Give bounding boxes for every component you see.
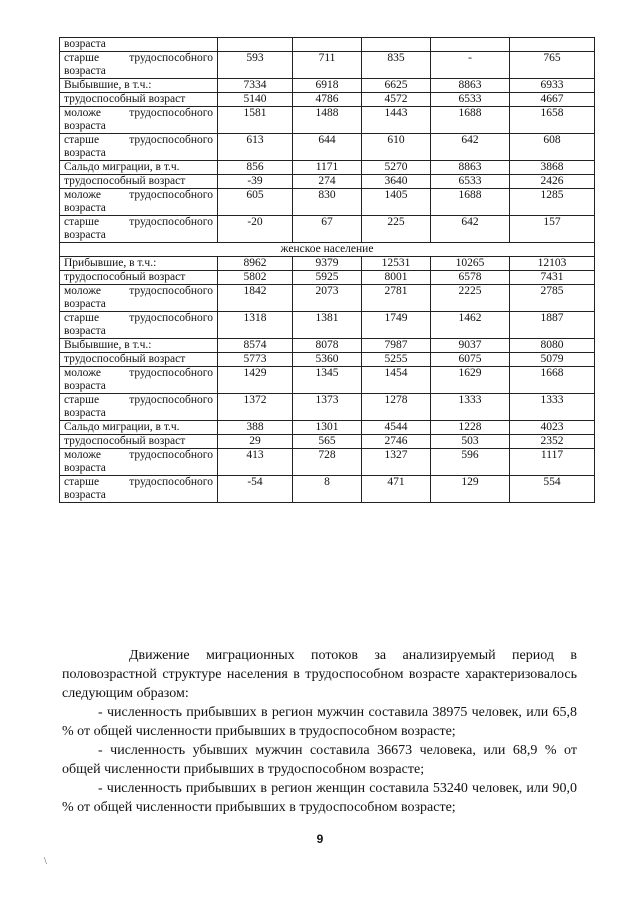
table-row	[60, 421, 595, 435]
table-cell: 1171	[293, 161, 362, 175]
table-row	[60, 79, 595, 93]
table-cell: 856	[218, 161, 293, 175]
table-cell: 605	[218, 189, 293, 216]
table-row	[60, 189, 595, 216]
table-cell: 3640	[362, 175, 431, 189]
row-label: Сальдо миграции, в т.ч.	[60, 421, 218, 435]
table-row	[60, 339, 595, 353]
row-label: моложе трудоспособного возраста	[60, 107, 218, 134]
table-cell: 6533	[431, 93, 510, 107]
table-cell: 1688	[431, 189, 510, 216]
table-cell: 8863	[431, 161, 510, 175]
table-cell: 596	[431, 449, 510, 476]
table-cell: 503	[431, 435, 510, 449]
table-cell: 1443	[362, 107, 431, 134]
table-cell: 1429	[218, 367, 293, 394]
table-cell: 6533	[431, 175, 510, 189]
table-cell: 642	[431, 134, 510, 161]
table-cell: 5802	[218, 271, 293, 285]
table-cell: -39	[218, 175, 293, 189]
table-cell: 1373	[293, 394, 362, 421]
table-cell: 8001	[362, 271, 431, 285]
table-cell: 728	[293, 449, 362, 476]
table-row	[60, 476, 595, 503]
table-cell: 1887	[510, 312, 595, 339]
table-cell: 1285	[510, 189, 595, 216]
table-cell: 8078	[293, 339, 362, 353]
table-cell: 765	[510, 52, 595, 79]
table-cell: 1301	[293, 421, 362, 435]
table-cell: 8	[293, 476, 362, 503]
table-cell: 830	[293, 189, 362, 216]
row-label: Выбывшие, в т.ч.:	[60, 339, 218, 353]
table-cell: 9037	[431, 339, 510, 353]
row-label: старше трудоспособного возраста	[60, 312, 218, 339]
table-row	[60, 285, 595, 312]
table-cell: 1228	[431, 421, 510, 435]
table-cell: 5360	[293, 353, 362, 367]
table-cell: -20	[218, 216, 293, 243]
table-cell: 12103	[510, 257, 595, 271]
table-cell: 2746	[362, 435, 431, 449]
table-cell: 7334	[218, 79, 293, 93]
table-cell: 6625	[362, 79, 431, 93]
table-cell: 7431	[510, 271, 595, 285]
row-label: моложе трудоспособного возраста	[60, 189, 218, 216]
table-cell: 5925	[293, 271, 362, 285]
table-cell: 8962	[218, 257, 293, 271]
row-label: Прибывшие, в т.ч.:	[60, 257, 218, 271]
table-cell: 613	[218, 134, 293, 161]
table-cell: 6578	[431, 271, 510, 285]
table-row	[60, 38, 595, 52]
table-cell: 1327	[362, 449, 431, 476]
row-label: старше трудоспособного возраста	[60, 134, 218, 161]
bullet-men-departed: - численность убывших мужчин составила 36673 человека, или 68,9 % от общей численности прибывших в трудоспособном возрасте;	[62, 743, 577, 777]
row-label: старше трудоспособного возраста	[60, 394, 218, 421]
table-cell: 1278	[362, 394, 431, 421]
row-label: старше трудоспособного возраста	[60, 476, 218, 503]
table-cell: 644	[293, 134, 362, 161]
table-cell: 67	[293, 216, 362, 243]
table-cell: 157	[510, 216, 595, 243]
table-row	[60, 52, 595, 79]
table-cell: 5140	[218, 93, 293, 107]
table-cell: 2073	[293, 285, 362, 312]
table-cell: 2225	[431, 285, 510, 312]
table-cell: 1345	[293, 367, 362, 394]
table-cell: 608	[510, 134, 595, 161]
table-cell: 2352	[510, 435, 595, 449]
table-cell: 4023	[510, 421, 595, 435]
table-cell: 388	[218, 421, 293, 435]
row-label: старше трудоспособного возраста	[60, 216, 218, 243]
section-row	[60, 243, 595, 257]
table-cell: 4572	[362, 93, 431, 107]
table-row	[60, 312, 595, 339]
table-cell: 1842	[218, 285, 293, 312]
table-row	[60, 175, 595, 189]
table-row	[60, 353, 595, 367]
table-cell: 413	[218, 449, 293, 476]
table-cell: 5255	[362, 353, 431, 367]
row-label: моложе трудоспособного возраста	[60, 285, 218, 312]
table-cell: 1333	[510, 394, 595, 421]
table-cell: 1381	[293, 312, 362, 339]
table-cell: 8863	[431, 79, 510, 93]
table-cell: 1372	[218, 394, 293, 421]
table-row	[60, 394, 595, 421]
table-cell: 8574	[218, 339, 293, 353]
table-cell: 593	[218, 52, 293, 79]
table-cell: 6918	[293, 79, 362, 93]
table-cell: 4667	[510, 93, 595, 107]
table-cell: 8080	[510, 339, 595, 353]
table-cell: 4544	[362, 421, 431, 435]
row-label: Выбывшие, в т.ч.:	[60, 79, 218, 93]
table-row	[60, 93, 595, 107]
table-cell: 12531	[362, 257, 431, 271]
row-label: старше трудоспособного возраста	[60, 52, 218, 79]
row-label: трудоспособный возраст	[60, 93, 218, 107]
table-cell: 10265	[431, 257, 510, 271]
table-cell: 1688	[431, 107, 510, 134]
table-cell: 3868	[510, 161, 595, 175]
table-cell: 471	[362, 476, 431, 503]
scan-mark: \	[44, 856, 47, 867]
bullet-men-arrived: - численность прибывших в регион мужчин составила 38975 человек, или 65,8 % от общей численности прибывших в трудоспособном возрасте;	[62, 705, 577, 739]
row-label: возраста	[60, 38, 218, 52]
table-cell: 711	[293, 52, 362, 79]
table-cell	[431, 38, 510, 52]
table-cell: 554	[510, 476, 595, 503]
row-label: трудоспособный возраст	[60, 353, 218, 367]
section-label: женское население	[60, 243, 595, 257]
table-cell: 6075	[431, 353, 510, 367]
body-text	[62, 646, 577, 817]
table-row	[60, 435, 595, 449]
table-cell: 1117	[510, 449, 595, 476]
table-cell: 1658	[510, 107, 595, 134]
row-label: моложе трудоспособного возраста	[60, 367, 218, 394]
table-cell: 1454	[362, 367, 431, 394]
table-cell: 5773	[218, 353, 293, 367]
table-cell: 1581	[218, 107, 293, 134]
table-row	[60, 449, 595, 476]
table-cell: -54	[218, 476, 293, 503]
row-label: моложе трудоспособного возраста	[60, 449, 218, 476]
intro-paragraph: Движение миграционных потоков за анализируемый период в половозрастной структуре населения в трудоспособном возрасте характеризовалось следующим образом:	[62, 648, 577, 701]
bullet-women-arrived: - численность прибывших в регион женщин составила 53240 человек, или 90,0 % от общей численности прибывших в трудоспособном возрасте;	[62, 781, 577, 815]
row-label: трудоспособный возраст	[60, 175, 218, 189]
table-cell	[510, 38, 595, 52]
table-cell: 7987	[362, 339, 431, 353]
table-cell: 29	[218, 435, 293, 449]
table-cell	[218, 38, 293, 52]
table-cell: 2426	[510, 175, 595, 189]
table-row	[60, 216, 595, 243]
table-cell	[293, 38, 362, 52]
table-cell: 129	[431, 476, 510, 503]
table-cell: 2785	[510, 285, 595, 312]
table-cell: 1488	[293, 107, 362, 134]
table-cell: 565	[293, 435, 362, 449]
table-cell: 5270	[362, 161, 431, 175]
table-row	[60, 161, 595, 175]
table-cell: 1462	[431, 312, 510, 339]
table-row	[60, 257, 595, 271]
table-cell: 5079	[510, 353, 595, 367]
row-label: трудоспособный возраст	[60, 271, 218, 285]
table-row	[60, 134, 595, 161]
table-cell: 274	[293, 175, 362, 189]
page-number: 9	[316, 832, 324, 846]
table-row	[60, 107, 595, 134]
table-cell: 9379	[293, 257, 362, 271]
migration-table	[59, 37, 595, 503]
table-row	[60, 367, 595, 394]
table-cell: 225	[362, 216, 431, 243]
table-cell: 1333	[431, 394, 510, 421]
table-cell: 835	[362, 52, 431, 79]
migration-table-body	[60, 38, 595, 503]
table-cell: 2781	[362, 285, 431, 312]
table-cell: 1629	[431, 367, 510, 394]
table-cell: 6933	[510, 79, 595, 93]
row-label: Сальдо миграции, в т.ч.	[60, 161, 218, 175]
table-cell	[362, 38, 431, 52]
table-cell: 1318	[218, 312, 293, 339]
table-row	[60, 271, 595, 285]
table-cell: 4786	[293, 93, 362, 107]
table-cell: 1405	[362, 189, 431, 216]
row-label: трудоспособный возраст	[60, 435, 218, 449]
table-cell: 610	[362, 134, 431, 161]
table-cell: 642	[431, 216, 510, 243]
table-cell: -	[431, 52, 510, 79]
table-cell: 1749	[362, 312, 431, 339]
table-cell: 1668	[510, 367, 595, 394]
